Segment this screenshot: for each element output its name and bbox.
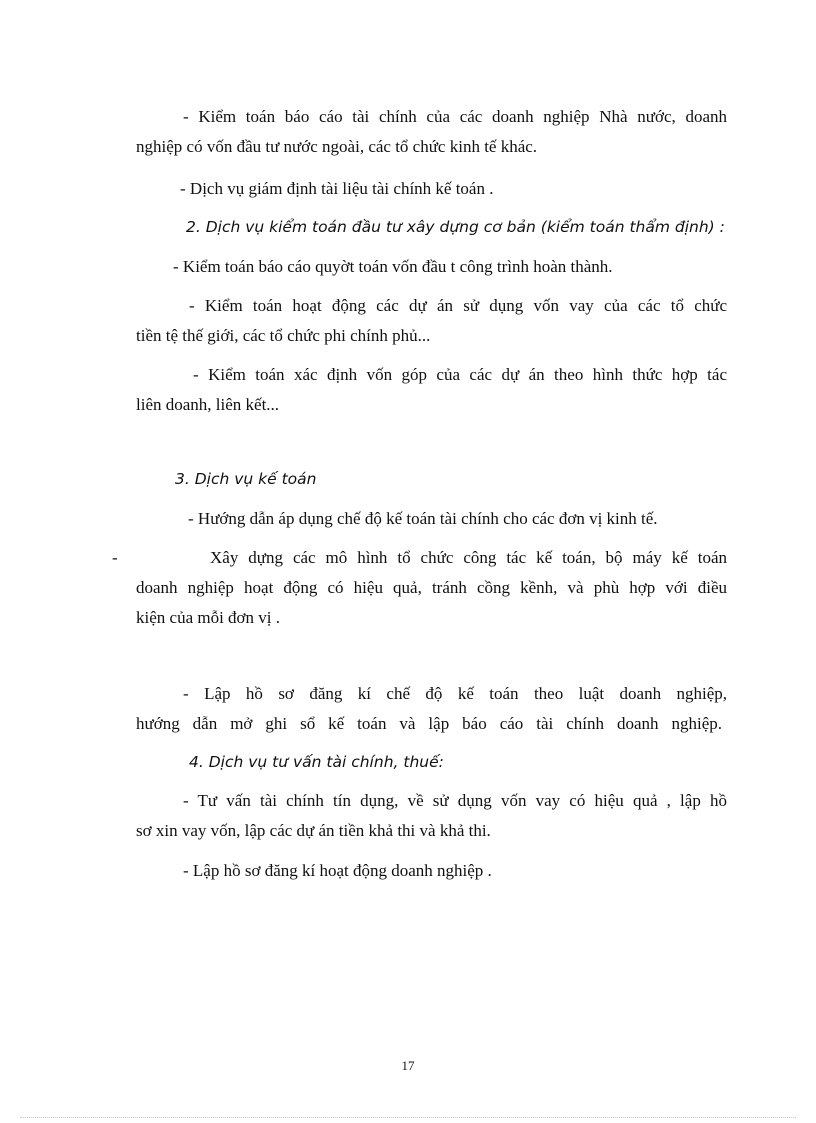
paragraph-line: - Lập hồ sơ đăng kí chế độ kế toán theo luật doanh nghiệp, bbox=[183, 684, 727, 703]
paragraph-line: hướng dẫn mở ghi sổ kế toán và lập báo cáo tài chính doanh nghiệp. bbox=[136, 714, 722, 733]
page-bottom-divider bbox=[20, 1117, 796, 1118]
paragraph-line: kiện của mỗi đơn vị . bbox=[136, 608, 281, 627]
section-heading: 4. Dịch vụ tư vấn tài chính, thuế: bbox=[189, 753, 444, 771]
list-dash: - bbox=[112, 548, 118, 567]
paragraph-line: liên doanh, liên kết... bbox=[136, 395, 280, 414]
paragraph-line: Xây dựng các mô hình tổ chức công tác kế toán, bộ máy kế toán bbox=[210, 548, 727, 567]
paragraph-line: - Kiểm toán hoạt động các dự án sử dụng vốn vay của các tổ chức bbox=[189, 296, 727, 315]
paragraph-line: - Lập hồ sơ đăng kí hoạt động doanh nghiệp . bbox=[183, 861, 492, 880]
paragraph-line: - Kiểm toán xác định vốn góp của các dự án theo hình thức hợp tác bbox=[193, 365, 727, 384]
paragraph-line: - Tư vấn tài chính tín dụng, về sử dụng vốn vay có hiệu quả , lập hồ bbox=[183, 791, 727, 810]
paragraph-line: - Dịch vụ giám định tài liệu tài chính kế toán . bbox=[180, 179, 494, 198]
section-heading: 3. Dịch vụ kế toán bbox=[175, 470, 317, 488]
paragraph-line: sơ xin vay vốn, lập các dự án tiền khả thi và khả thi. bbox=[136, 821, 491, 840]
paragraph-line: - Hướng dẫn áp dụng chế độ kế toán tài chính cho các đơn vị kinh tế. bbox=[188, 509, 658, 528]
paragraph-line: - Kiểm toán báo cáo quyờt toán vốn đầu t công trình hoàn thành. bbox=[173, 257, 613, 276]
paragraph-line: doanh nghiệp hoạt động có hiệu quả, tránh cồng kềnh, và phù hợp với điều bbox=[136, 578, 727, 597]
paragraph-line: tiền tệ thế giới, các tổ chức phi chính phủ... bbox=[136, 326, 431, 345]
paragraph-line: - Kiểm toán báo cáo tài chính của các doanh nghiệp Nhà nước, doanh bbox=[183, 107, 727, 126]
page-number: 17 bbox=[401, 1058, 415, 1073]
section-heading: 2. Dịch vụ kiểm toán đầu tư xây dựng cơ bản (kiểm toán thẩm định) : bbox=[186, 218, 725, 236]
paragraph-line: nghiệp có vốn đầu tư nước ngoài, các tổ chức kinh tế khác. bbox=[136, 137, 538, 156]
